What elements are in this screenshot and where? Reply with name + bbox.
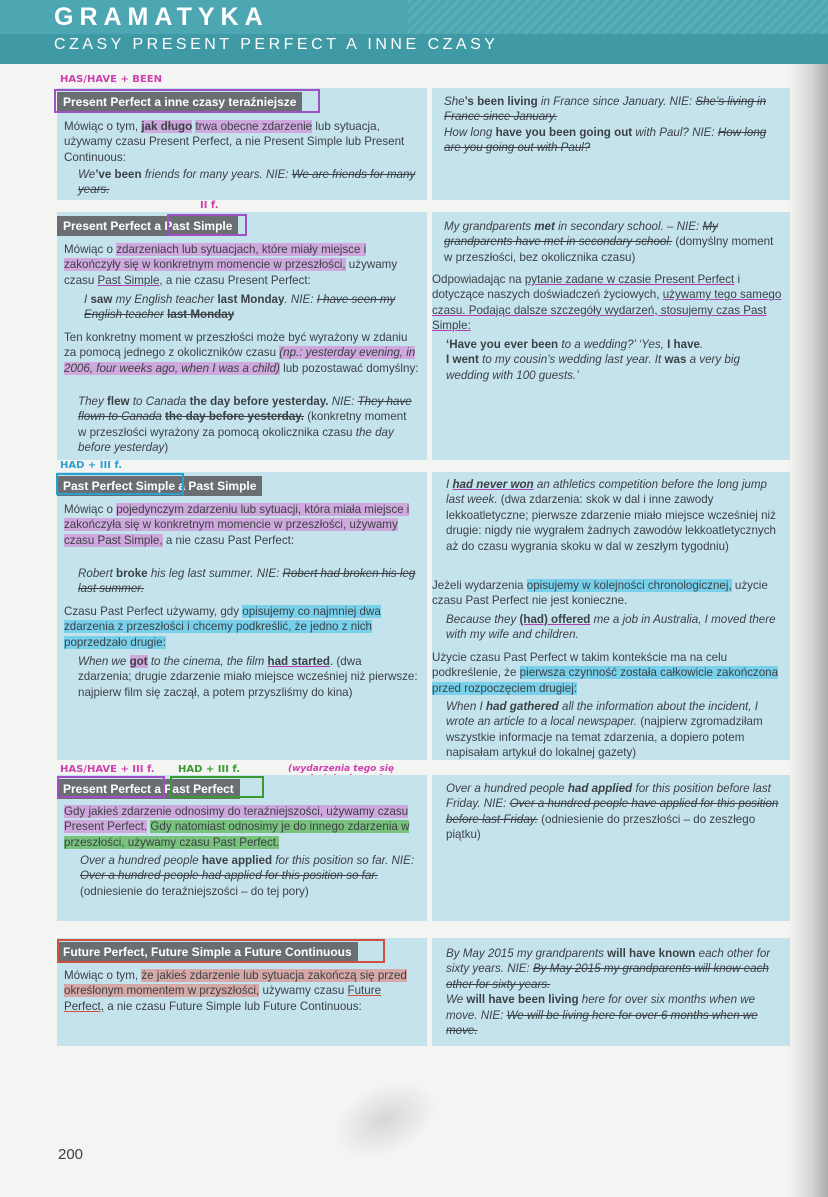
handwritten-note-s2: II f. bbox=[200, 200, 219, 211]
s3-right-3: Because they (had) offered me a job in Australia, I moved there with my wife and children. bbox=[446, 613, 776, 642]
page-subtitle: CZASY PRESENT PERFECT A INNE CZASY bbox=[54, 36, 499, 53]
s4-example: Over a hundred people have applied for this position so far. NIE: Over a hundred people had applied for this position so far. (odniesienie do teraźniejszości – do tej pory) bbox=[80, 854, 415, 898]
s1-right-examples: She’s been living in France since January. NIE: She’s living in France since January. How long have you been going out with Paul? NIE: How long are you going out with Paul? bbox=[444, 95, 767, 155]
s4-rule: Gdy jakieś zdarzenie odnosimy do teraźniejszości, używamy czasu Present Perfect. Gdy natomiast odnosimy je do innego zdarzenia w przeszłości, używamy czasu Past Perfect. bbox=[64, 805, 410, 849]
page-number: 200 bbox=[58, 1146, 84, 1163]
handwritten-note-s4-a: HAS/HAVE + III f. bbox=[60, 764, 155, 775]
s3-right-1: I had never won an athletics competition before the long jump last week. (dwa zdarzenia: skok w dal i inne zawody lekkoatletyczne; pierwsze zdarzenie miało miejsce wcześniej niż drugie: nigdy nie wygrałem żadnych zawodów lekkoatletycznych aż do czasu wygrania skoku w dal w zeszłym tygodniu) bbox=[446, 478, 776, 553]
page-edge-shadow bbox=[788, 0, 828, 1197]
handwritten-note-s4-b: HAD + III f. bbox=[178, 764, 240, 775]
s3-example-1: Robert broke his leg last summer. NIE: Robert had broken his leg last summer. bbox=[78, 567, 416, 596]
s2-example-1: I saw my English teacher last Monday. NIE: I have seen my English teacher last Monday bbox=[84, 293, 396, 322]
s1-rule: Mówiąc o tym, jak długo trwa obecne zdarzenie lub sytuacja, używamy czasu Present Perfect, a nie Present Simple lub Present Continuous: bbox=[64, 120, 405, 164]
page-title: GRAMATYKA bbox=[54, 3, 269, 31]
s5-right: By May 2015 my grandparents will have known each other for sixty years. NIE: By May 2015 my grandparents will know each other for sixty years. We will have been living here for over six months when we move. NIE: We will be living here for over 6 months when we move. bbox=[446, 947, 771, 1038]
section-1-title: Present Perfect a inne czasy teraźniejsze bbox=[57, 92, 302, 112]
s3-rule-1: Mówiąc o pojedynczym zdarzeniu lub sytuacji, która miała miejsce i zakończyła się w konkretnym momencie w przeszłości, używamy czasu Past Simple, a nie czasu Past Perfect: bbox=[64, 503, 410, 547]
s2-right-2: Odpowiadając na pytanie zadane w czasie Present Perfect i dotyczące naszych doświadczeń życiowych, używamy tego samego czasu. Podając dalsze szczegóły wydarzeń, stosujemy czas Past Simple: bbox=[432, 273, 782, 333]
s5-rule: Mówiąc o tym, że jakieś zdarzenie lub sytuacja zakończą się przed określonym momentem w przyszłości, używamy czasu Future Perfect, a nie czasu Future Simple lub Future Continuous: bbox=[64, 969, 407, 1013]
section-4-title: Present Perfect a Past Perfect bbox=[57, 779, 240, 799]
s2-rule-2: Ten konkretny moment w przeszłości może być wyrażony w zdaniu za pomocą jednego z okoliczników czasu (np.: yesterday evening, in 2006, four weeks ago, when I was a child) lub pozostawać domyślny: bbox=[64, 331, 419, 375]
s1-example: We’ve been friends for many years. NIE: We are friends for many years. bbox=[78, 168, 416, 197]
s2-rule-1: Mówiąc o zdarzeniach lub sytuacjach, które miały miejsce i zakończyły się w konkretnym momencie w przeszłości, używamy czasu Past Simple, a nie czasu Present Perfect: bbox=[64, 243, 398, 287]
s3-right-4: Użycie czasu Past Perfect w takim kontekście ma na celu podkreślenie, że pierwsza czynność została całkowicie zakończona przed rozpoczęciem drugiej: bbox=[432, 651, 779, 695]
s4-right: Over a hundred people had applied for this position before last Friday. NIE: Over a hundred people have applied for this position before last Friday. (odniesienie do przeszłości – do zeszłego piątku) bbox=[446, 782, 779, 842]
s2-example-2: They flew to Canada the day before yesterday. NIE: They have flown to Canada the day before yesterday. (konkretny moment w przeszłości wyrażony za pomocą okolicznika czasu the day before yesterday) bbox=[78, 395, 412, 455]
section-3-title: Past Perfect Simple a Past Simple bbox=[57, 476, 262, 496]
pencil-smudge bbox=[320, 1065, 449, 1175]
page-header bbox=[0, 0, 828, 64]
handwritten-note-s3: HAD + III f. bbox=[60, 460, 122, 471]
header-stripes bbox=[408, 0, 828, 34]
s3-right-2: Jeżeli wydarzenia opisujemy w kolejności chronologicznej, użycie czasu Past Perfect nie jest konieczne. bbox=[432, 579, 768, 608]
s3-right-5: When I had gathered all the information about the incident, I wrote an article to a local newspaper. (najpierw zgromadziłam wszystkie informacje na temat zdarzenia, a dopiero potem napisałam artykuł do lokalnej gazety) bbox=[446, 700, 763, 760]
handwritten-note-s4-c: (wydarzenia tego się bbox=[288, 764, 395, 774]
s3-example-2: When we got to the cinema, the film had started. (dwa zdarzenia; drugie zdarzenie miało miejsce wcześniej niż pierwsze: najpierw film się zaczął, a potem przyszliśmy do kina) bbox=[78, 655, 418, 699]
handwritten-note-s1: HAS/HAVE + BEEN bbox=[60, 74, 162, 85]
section-2-title: Present Perfect a Past Simple bbox=[57, 216, 238, 236]
s3-rule-2: Czasu Past Perfect używamy, gdy opisujemy co najmniej dwa zdarzenia z przeszłości i chcemy podkreślić, że jedno z nich poprzedzało drugie: bbox=[64, 605, 381, 649]
s2-right-3: ‘Have you ever been to a wedding?’ ‘Yes, I have. I went to my cousin’s wedding last year. It was a very big wedding with 100 guests.’ bbox=[446, 338, 740, 382]
section-5-title: Future Perfect, Future Simple a Future Continuous bbox=[57, 942, 358, 962]
s2-right-1: My grandparents met in secondary school. – NIE: My grandparents have met in secondary school. (domyślny moment w przeszłości, bez okolicznika czasu) bbox=[444, 220, 774, 264]
